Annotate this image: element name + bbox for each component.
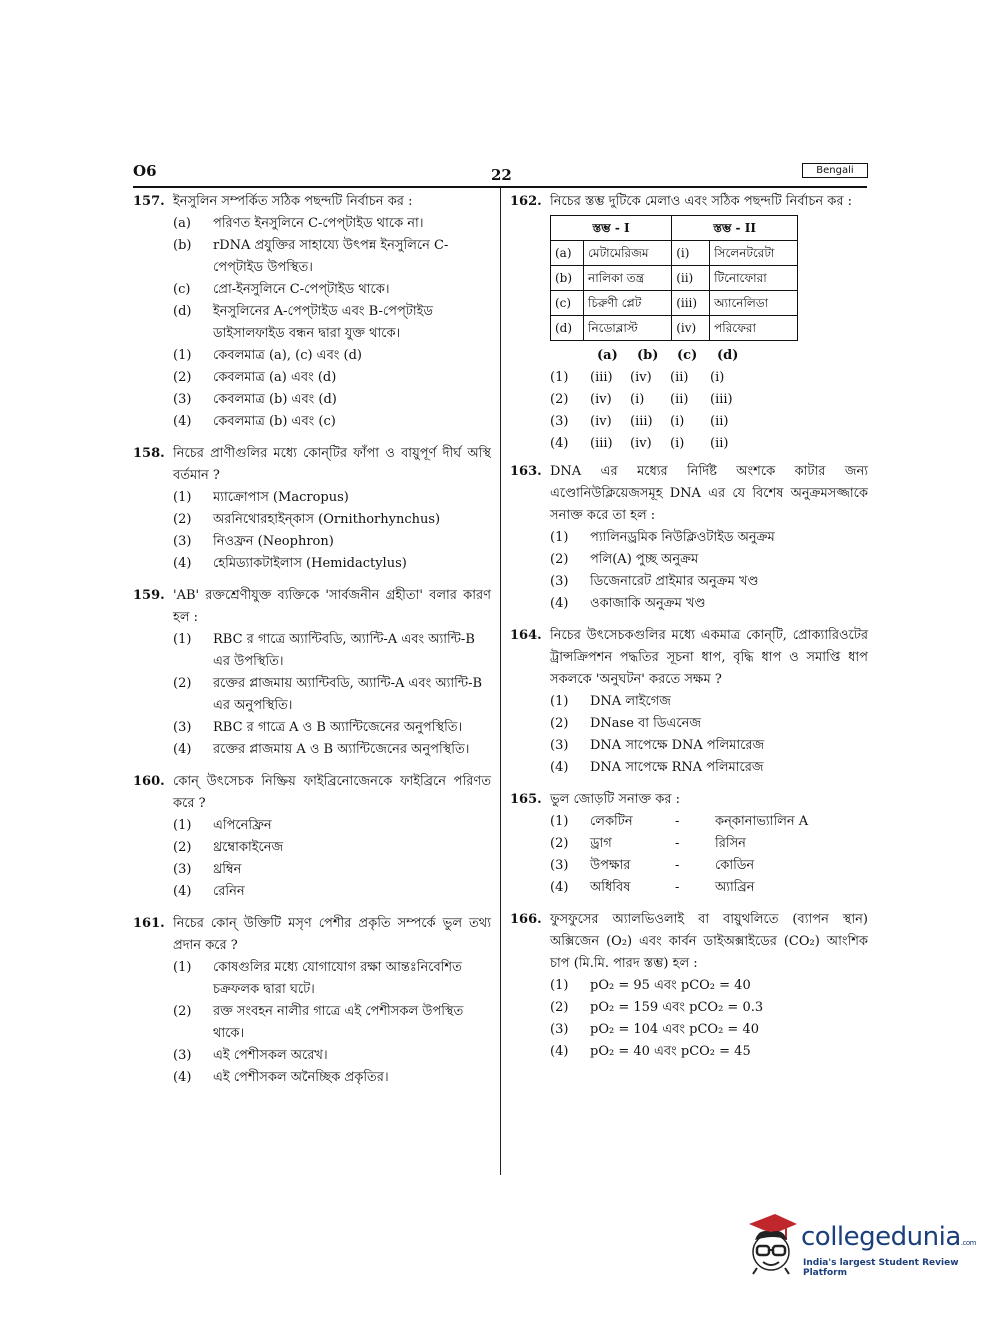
answer-option[interactable] [550,389,868,411]
option-label: (1) [173,960,192,975]
statement-text: প্রো-ইনসুলিনে C-পেপ্‌টাইড থাকে। [213,282,390,297]
answer-options [550,367,868,455]
question-159 [133,585,491,761]
option-value: (iii) [630,414,653,429]
option-label: (3) [173,392,192,407]
option-text: প্যালিনড্রমিক নিউক্লিওটাইড অনুক্রম [590,530,775,545]
column-divider [500,188,501,1175]
option-text: pO₂ = 159 এবং pCO₂ = 0.3 [590,1000,764,1015]
statement-text: ইনসুলিনের A-পেপ্‌টাইড এবং B-পেপ্‌টাইড ডাইসালফাইড বন্ধন দ্বারা যুক্ত থাকে। [213,304,433,341]
match-row [551,241,798,266]
question-number: 163. [510,464,542,479]
match-row [551,316,798,341]
answer-option[interactable] [173,531,491,553]
option-text: থ্রম্বিন [213,862,242,877]
pair-row [590,833,868,855]
option-label: (2) [550,716,569,731]
pair-right: কন্‌কানাভ্যালিন A [715,814,809,829]
option-text: রক্তের প্লাজমায় অ্যান্টিবডি, অ্যান্টি-A এবং অ্যান্টি-B এর অনুপস্থিতি। [213,676,483,713]
answer-col-head: (a) [597,348,618,363]
answer-option[interactable] [173,367,491,389]
option-label: (3) [550,414,569,429]
statement-text: rDNA প্রযুক্তির সাহায্যে উৎপন্ন ইনসুলিনে C-পেপ্‌টাইড উপস্থিত। [213,238,449,275]
question-164 [510,625,868,779]
row-item-b: অ্যানেলিডা [710,291,798,316]
answer-option[interactable] [173,553,491,575]
option-label: (4) [550,1044,569,1059]
option-text: রেনিন [213,884,245,899]
option-value: (iii) [590,370,613,385]
question-number: 161. [133,916,165,931]
question-text: নিচের কোন্‌ উক্তিটি মসৃণ পেশীর প্রকৃতি সম্পর্কে ভুল তথ্য প্রদান করে ? [173,916,491,953]
option-label: (1) [550,370,569,385]
answer-option[interactable] [173,1067,491,1089]
option-value: (i) [670,436,685,451]
answer-option[interactable] [550,855,868,877]
option-text: কেবলমাত্র (b) এবং (c) [213,414,336,429]
option-label: (1) [550,530,569,545]
pair-right: অ্যাব্রিন [715,880,755,895]
option-text: এই পেশীসকল অরেখ। [213,1048,328,1063]
option-text: RBC র গাত্রে A ও B অ্যান্টিজেনের অনুপস্থিতি। [213,720,463,735]
option-text: ওকাজাকি অনুক্রম খণ্ড [590,596,706,611]
option-label: (4) [550,880,569,895]
answer-option[interactable] [550,833,868,855]
option-label: (4) [173,1070,192,1085]
option-text: DNA লাইগেজ [590,694,671,709]
pair-dash: - [675,880,680,895]
row-item-a: নালিকা তন্ত্র [584,266,672,291]
option-label: (2) [550,392,569,407]
option-label: (3) [173,720,192,735]
question-166 [510,909,868,1063]
option-label: (1) [173,818,192,833]
option-label: (3) [173,1048,192,1063]
answer-option[interactable] [550,593,868,615]
question-text: কোন্‌ উৎসেচক নিষ্ক্রিয় ফাইব্রিনোজেনকে ফাইব্রিনে পরিণত করে ? [173,774,491,811]
language-badge: Bengali [802,163,868,178]
question-number: 162. [510,194,542,209]
question-text: ফুসফুসের অ্যালভিওলাই বা বায়ুথলিতে (ব্যাপন স্থান) অক্সিজেন (O₂) এবং কার্বন ডাইঅক্সাইডের (CO₂) আংশিক চাপ (মি.মি. পারদ স্তম্ভ) হল : [550,912,868,971]
answer-option[interactable] [173,673,491,717]
option-text: কোষগুলির মধ্যে যোগাযোগ রক্ষা আন্তঃনিবেশিত চক্রফলক দ্বারা ঘটে। [213,960,462,997]
option-text: পলি(A) পুচ্ছ অনুক্রম [590,552,699,567]
answer-option[interactable] [173,509,491,531]
row-item-a: মেটামেরিজম [584,241,672,266]
option-label: (3) [550,738,569,753]
option-value: (iv) [590,392,612,407]
option-label: (1) [173,632,192,647]
answer-col-head: (b) [637,348,659,363]
answer-option[interactable] [173,837,491,859]
option-value: (iv) [630,436,652,451]
option-text: pO₂ = 40 এবং pCO₂ = 45 [590,1044,751,1059]
answer-option[interactable] [550,433,868,455]
mascot-icon [745,1212,801,1276]
logo-wordmark: collegedunia.com [801,1222,976,1252]
option-text: pO₂ = 95 এবং pCO₂ = 40 [590,978,751,993]
answer-option[interactable] [173,1045,491,1067]
answer-option[interactable] [550,367,868,389]
question-157 [133,191,491,433]
statement-label: (b) [173,238,192,253]
answer-option[interactable] [173,815,491,837]
answer-option[interactable] [550,713,868,735]
row-label-a: (a) [551,241,584,266]
option-label: (4) [550,760,569,775]
statement [173,301,491,345]
option-value: (ii) [670,392,689,407]
pair-row [590,855,868,877]
answer-option[interactable] [550,527,868,549]
option-text: নিওফ্রন (Neophron) [213,534,334,549]
question-number: 164. [510,628,542,643]
left-column [133,191,491,1099]
option-label: (1) [173,490,192,505]
statement [173,235,491,279]
option-value: (i) [630,392,645,407]
option-value: (i) [670,414,685,429]
answer-option[interactable] [550,571,868,593]
option-value: (iv) [590,414,612,429]
question-161 [133,913,491,1089]
answer-option[interactable] [550,997,868,1019]
question-158 [133,443,491,575]
question-text: নিচের প্রাণীগুলির মধ্যে কোন্‌টির ফাঁপা ও বায়ুপূর্ণ দীর্ঘ অস্থি বর্তমান ? [173,446,491,483]
answer-header [550,345,868,367]
answer-option[interactable] [550,549,868,571]
option-label: (2) [550,1000,569,1015]
question-163 [510,461,868,615]
option-text: কেবলমাত্র (b) এবং (d) [213,392,337,407]
row-item-a: নিডোব্লাস্ট [584,316,672,341]
pair-right: রিসিন [715,836,746,851]
question-text: DNA এর মধ্যের নির্দিষ্ট অংশকে কাটার জন্য এণ্ডোনিউক্লিয়েজসমূহ DNA এর যে বিশেষ অনুক্রমসজ্জাকে সনাক্ত করে তা হল : [550,464,868,523]
answer-option[interactable] [173,487,491,509]
option-value: (i) [710,370,725,385]
answer-col-head: (d) [717,348,739,363]
option-label: (3) [550,574,569,589]
row-item-b: পরিফেরা [710,316,798,341]
option-label: (4) [173,556,192,571]
question-162 [510,191,868,455]
answer-option[interactable] [173,859,491,881]
option-label: (3) [173,534,192,549]
pair-right: কোডিন [715,858,755,873]
question-text: 'AB' রক্তশ্রেণীযুক্ত ব্যক্তিকে 'সার্বজনীন গ্রহীতা' বলার কারণ হল : [173,588,491,625]
match-row [551,266,798,291]
answer-option[interactable] [550,757,868,779]
row-label-b: (iv) [672,316,710,341]
row-label-a: (c) [551,291,584,316]
pair-left: উপক্ষার [590,858,631,873]
question-text: ভুল জোড়টি সনাক্ত কর : [550,792,681,807]
row-label-b: (ii) [672,266,710,291]
statement-label: (a) [173,216,191,231]
question-number: 157. [133,194,165,209]
question-number: 159. [133,588,165,603]
option-label: (1) [550,978,569,993]
answer-option[interactable] [173,411,491,433]
pair-row [590,811,868,833]
statement [173,279,491,301]
option-text: এই পেশীসকল অনৈচ্ছিক প্রকৃতির। [213,1070,389,1085]
option-label: (3) [173,862,192,877]
answer-option[interactable] [173,389,491,411]
row-item-a: চিরুণী প্লেট [584,291,672,316]
option-text: কেবলমাত্র (a) এবং (d) [213,370,337,385]
match-row [551,291,798,316]
option-label: (1) [173,348,192,363]
option-text: DNA সাপেক্ষে RNA পলিমারেজ [590,760,764,775]
collegedunia-logo [745,1212,975,1282]
option-text: অরনিথোরহাইন্‌কাস (Ornithorhynchus) [213,512,441,527]
column-2-head: স্তম্ভ - II [672,216,798,241]
pair-dash: - [675,814,680,829]
statement [173,213,491,235]
question-number: 165. [510,792,542,807]
row-label-b: (iii) [672,291,710,316]
option-label: (3) [550,858,569,873]
column-1-head: স্তম্ভ - I [551,216,672,241]
row-label-a: (d) [551,316,584,341]
answer-option[interactable] [550,735,868,757]
page-number: 22 [491,166,512,184]
option-text: DNase বা ডিএনেজ [590,716,701,731]
answer-option[interactable] [550,877,868,899]
question-number: 158. [133,446,165,461]
answer-option[interactable] [173,1001,491,1045]
pair-left: অধিবিষ [590,880,631,895]
option-label: (2) [173,1004,192,1019]
answer-option[interactable] [550,411,868,433]
pair-left: ড্রাগ [590,836,612,851]
option-text: RBC র গাত্রে অ্যান্টিবডি, অ্যান্টি-A এবং অ্যান্টি-B এর উপস্থিতি। [213,632,475,669]
answer-option[interactable] [550,1019,868,1041]
option-text: এপিনেফ্রিন [213,818,272,833]
logo-tagline: India's largest Student Review Platform [803,1258,959,1278]
option-text: থ্রম্বোকাইনেজ [213,840,284,855]
option-label: (4) [173,742,192,757]
option-label: (2) [550,836,569,851]
option-label: (3) [550,1022,569,1037]
option-text: রক্তের প্লাজমায় A ও B অ্যান্টিজেনের অনুপস্থিতি। [213,742,470,757]
question-165 [510,789,868,899]
pair-dash: - [675,858,680,873]
option-value: (ii) [710,414,729,429]
statement-text: পরিণত ইনসুলিনে C-পেপ্‌টাইড থাকে না। [213,216,424,231]
option-label: (2) [173,676,192,691]
option-label: (2) [173,370,192,385]
option-label: (2) [173,840,192,855]
answer-option[interactable] [173,345,491,367]
option-label: (1) [550,694,569,709]
question-number: 166. [510,912,542,927]
option-text: DNA সাপেক্ষে DNA পলিমারেজ [590,738,765,753]
option-text: কেবলমাত্র (a), (c) এবং (d) [213,348,362,363]
option-text: ডিজেনারেট প্রাইমার অনুক্রম খণ্ড [590,574,759,589]
question-text: নিচের উৎসেচকগুলির মধ্যে একমাত্র কোন্‌টি, প্রোক্যারিওটের ট্রান্সক্রিপশন পদ্ধতির সূচনা ধাপ, বৃদ্ধি ধাপ ও সমাপ্তি ধাপ সকলকে 'অনুঘটন' করতে সক্ষম ? [550,628,868,687]
option-label: (2) [173,512,192,527]
match-table [550,215,798,341]
option-label: (4) [173,884,192,899]
question-number: 160. [133,774,165,789]
answer-option[interactable] [550,811,868,833]
pair-dash: - [675,836,680,851]
option-value: (ii) [670,370,689,385]
row-label-b: (i) [672,241,710,266]
paper-code: O6 [133,162,157,180]
option-value: (iv) [630,370,652,385]
pair-left: লেকটিন [590,814,633,829]
option-text: pO₂ = 104 এবং pCO₂ = 40 [590,1022,759,1037]
answer-option[interactable] [173,957,491,1001]
answer-option[interactable] [550,975,868,997]
answer-option[interactable] [550,691,868,713]
option-label: (2) [550,552,569,567]
option-label: (1) [550,814,569,829]
option-value: (ii) [710,436,729,451]
question-text: ইনসুলিন সম্পর্কিত সঠিক পছন্দটি নির্বাচন কর : [173,194,413,209]
answer-col-head: (c) [677,348,698,363]
question-160 [133,771,491,903]
answer-option[interactable] [173,739,491,761]
option-label: (4) [550,436,569,451]
statement-label: (c) [173,282,191,297]
option-text: রক্ত সংবহন নালীর গাত্রে এই পেশীসকল উপস্থিত থাকে। [213,1004,464,1041]
option-label: (4) [550,596,569,611]
answer-option[interactable] [550,1041,868,1063]
row-item-b: সিলেনটরেটা [710,241,798,266]
answer-option[interactable] [173,881,491,903]
option-value: (iii) [590,436,613,451]
row-item-b: টিনোফোরা [710,266,798,291]
option-text: হেমিড্যাকটাইলাস (Hemidactylus) [213,556,407,571]
option-text: ম্যাক্রোপাস (Macropus) [213,490,349,505]
option-label: (4) [173,414,192,429]
answer-option[interactable] [173,629,491,673]
answer-option[interactable] [173,717,491,739]
question-text: নিচের স্তম্ভ দুটিকে মেলাও এবং সঠিক পছন্দটি নির্বাচন কর : [550,194,853,209]
pair-row [590,877,868,899]
right-column [510,191,868,1073]
statement-label: (d) [173,304,192,319]
row-label-a: (b) [551,266,584,291]
option-value: (iii) [710,392,733,407]
